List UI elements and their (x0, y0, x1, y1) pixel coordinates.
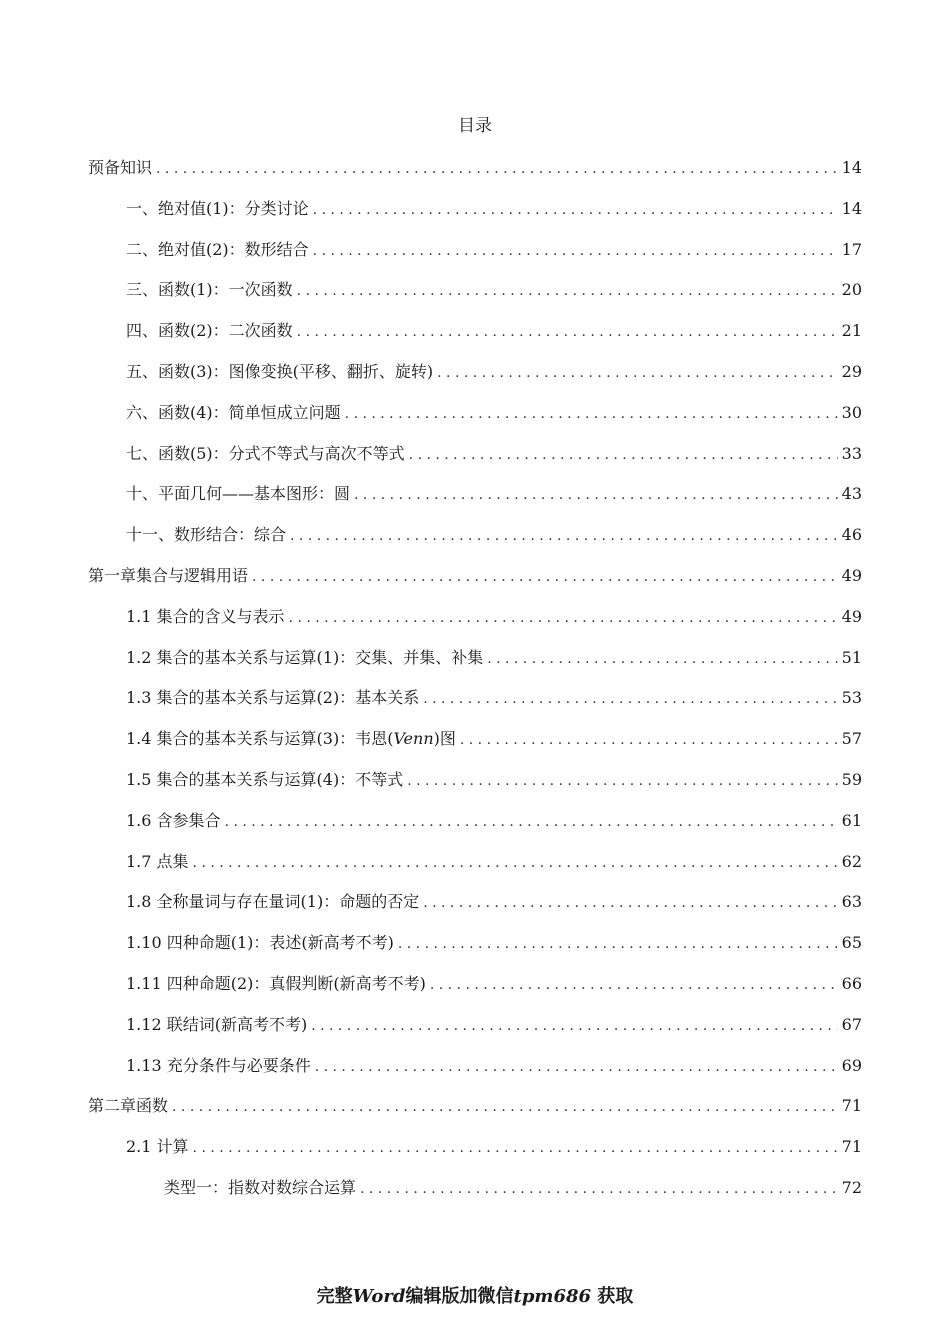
toc-entry-page: 20 (841, 280, 862, 300)
toc-leader-dots (437, 360, 837, 385)
toc-leader-dots (315, 1054, 838, 1079)
toc-entry-page: 59 (841, 770, 862, 789)
toc-entry[interactable] (126, 278, 862, 302)
toc-entry-page: 63 (841, 892, 862, 912)
toc-entry-label: 1.4 集合的基本关系与运算(3)：韦恩(Venn)图 (126, 729, 456, 749)
toc-entry-page: 71 (841, 1137, 862, 1157)
toc-leader-dots (313, 238, 838, 263)
toc-entry-label: 1.5 集合的基本关系与运算(4)：不等式 (126, 770, 404, 789)
toc-entry-label: 1.13 充分条件与必要条件 (126, 1055, 311, 1075)
toc-entry-label: 1.8 全称量词与存在量词(1)：命题的否定 (126, 892, 420, 912)
toc-entry[interactable] (126, 646, 862, 670)
toc-entry-label: 1.11 四种命题(2)：真假判断(新高考不考) (126, 974, 426, 993)
toc-leader-dots (423, 890, 837, 915)
toc-leader-dots (423, 686, 837, 711)
toc-leader-dots (313, 197, 838, 222)
toc-entry[interactable] (126, 768, 862, 792)
toc-entry-page: 43 (841, 484, 862, 504)
toc-entry[interactable] (126, 931, 862, 955)
toc-entry-label: 2.1 计算 (126, 1137, 189, 1157)
toc-entry-page: 14 (841, 198, 862, 218)
toc-entry[interactable] (88, 564, 862, 588)
footer-suffix: 获取 (591, 1286, 634, 1307)
toc-leader-dots (354, 482, 838, 507)
footer-middle: 编辑版加微信 (405, 1286, 514, 1307)
toc-entry[interactable] (126, 523, 862, 547)
toc-entry[interactable] (88, 1094, 862, 1118)
toc-leader-dots (252, 564, 838, 589)
toc-leader-dots (460, 727, 838, 752)
toc-entry-page: 30 (841, 402, 862, 422)
toc-leader-dots (407, 768, 837, 793)
toc-leader-dots (193, 1135, 838, 1160)
toc-entry[interactable] (164, 1176, 862, 1200)
toc-entry-page: 71 (841, 1096, 862, 1116)
toc-entry-page: 69 (841, 1055, 862, 1075)
toc-leader-dots (225, 809, 838, 834)
toc-leader-dots (172, 1094, 838, 1119)
toc-entry-page: 49 (841, 606, 862, 626)
toc-entry[interactable] (88, 156, 862, 180)
toc-leader-dots (289, 605, 838, 630)
toc-entry-label: 六、函数(4)：简单恒成立问题 (126, 402, 341, 422)
toc-entry-label: 一、绝对值(1)：分类讨论 (126, 198, 309, 218)
toc-leader-dots (156, 156, 838, 181)
toc-entry-label: 1.6 含参集合 (126, 810, 221, 830)
toc-entry[interactable] (126, 360, 862, 384)
toc-entry-label: 二、绝对值(2)：数形结合 (126, 239, 309, 259)
toc-leader-dots (487, 646, 837, 671)
toc-entry-page: 29 (841, 362, 862, 381)
toc-entry-label: 五、函数(3)：图像变换(平移、翻折、旋转) (126, 362, 434, 381)
toc-entry[interactable] (126, 686, 862, 710)
toc-entry-label: 第二章函数 (88, 1096, 169, 1116)
toc-entry-page: 72 (841, 1178, 862, 1197)
toc-entry[interactable] (126, 809, 862, 833)
toc-entry-label: 七、函数(5)：分式不等式与高次不等式 (126, 443, 405, 463)
toc-leader-dots (290, 523, 838, 548)
toc-entry[interactable] (126, 1054, 862, 1078)
toc-entry-page: 46 (841, 525, 862, 545)
toc-leader-dots (409, 442, 838, 467)
toc-entry[interactable] (126, 319, 862, 343)
toc-entry-page: 62 (841, 851, 862, 871)
toc-entry-label: 1.7 点集 (126, 851, 189, 871)
toc-entry-page: 61 (841, 810, 862, 830)
toc-entry[interactable] (126, 1135, 862, 1159)
toc-entry[interactable] (126, 727, 862, 751)
toc-entry-label: 1.12 联结词(新高考不考) (126, 1014, 308, 1034)
toc-entry[interactable] (126, 401, 862, 425)
toc-entry-label: 第一章集合与逻辑用语 (88, 566, 249, 585)
page-title: 目录 (458, 116, 492, 136)
toc-entry-label: 1.2 集合的基本关系与运算(1)：交集、并集、补集 (126, 647, 484, 667)
toc-leader-dots (297, 319, 838, 344)
toc-entry[interactable] (126, 1013, 862, 1037)
toc-entry-label: 预备知识 (88, 158, 153, 177)
toc-entry-label: 1.3 集合的基本关系与运算(2)：基本关系 (126, 688, 420, 708)
toc-leader-dots (311, 1013, 837, 1038)
toc-entry-page: 49 (841, 566, 862, 585)
toc-leader-dots (297, 278, 838, 303)
toc-leader-dots (360, 1176, 838, 1201)
venn-italic: Venn (393, 729, 434, 749)
toc-entry-page: 51 (841, 647, 862, 667)
toc-entry-page: 21 (841, 321, 862, 341)
toc-entry-page: 17 (841, 239, 862, 259)
toc-entry-label: 三、函数(1)：一次函数 (126, 280, 293, 300)
footer-prefix: 完整 (316, 1286, 353, 1307)
toc-entry[interactable] (126, 972, 862, 996)
toc-leader-dots (345, 401, 838, 426)
toc-entry-page: 33 (841, 443, 862, 463)
toc-entry-label: 十一、数形结合：综合 (126, 525, 287, 545)
toc-entry[interactable] (126, 197, 862, 221)
toc-entry[interactable] (126, 482, 862, 506)
toc-entry-label: 1.10 四种命题(1)：表述(新高考不考) (126, 933, 394, 953)
toc-entry[interactable] (126, 238, 862, 262)
toc-entry-page: 14 (841, 158, 862, 177)
toc-entry[interactable] (126, 890, 862, 914)
toc-entry[interactable] (126, 850, 862, 874)
toc-entry-page: 53 (841, 688, 862, 708)
toc-entry-label: 十、平面几何——基本图形：圆 (126, 484, 351, 504)
footer-wechat-id: tpm686 (513, 1286, 592, 1307)
toc-entry-page: 66 (841, 974, 862, 993)
toc-entry-label: 1.1 集合的含义与表示 (126, 606, 285, 626)
toc-entry-page: 65 (841, 933, 862, 953)
footer-note (0, 1284, 950, 1310)
toc-entry[interactable] (126, 442, 862, 466)
toc-entry-page: 67 (841, 1014, 862, 1034)
toc-entry-page: 57 (841, 729, 862, 749)
toc-entry-label: 类型一：指数对数综合运算 (164, 1178, 357, 1197)
footer-word: Word (352, 1286, 406, 1307)
toc-leader-dots (193, 850, 838, 875)
toc-leader-dots (430, 972, 838, 997)
toc-leader-dots (398, 931, 838, 956)
toc-entry-label: 四、函数(2)：二次函数 (126, 321, 293, 341)
toc-entry[interactable] (126, 605, 862, 629)
